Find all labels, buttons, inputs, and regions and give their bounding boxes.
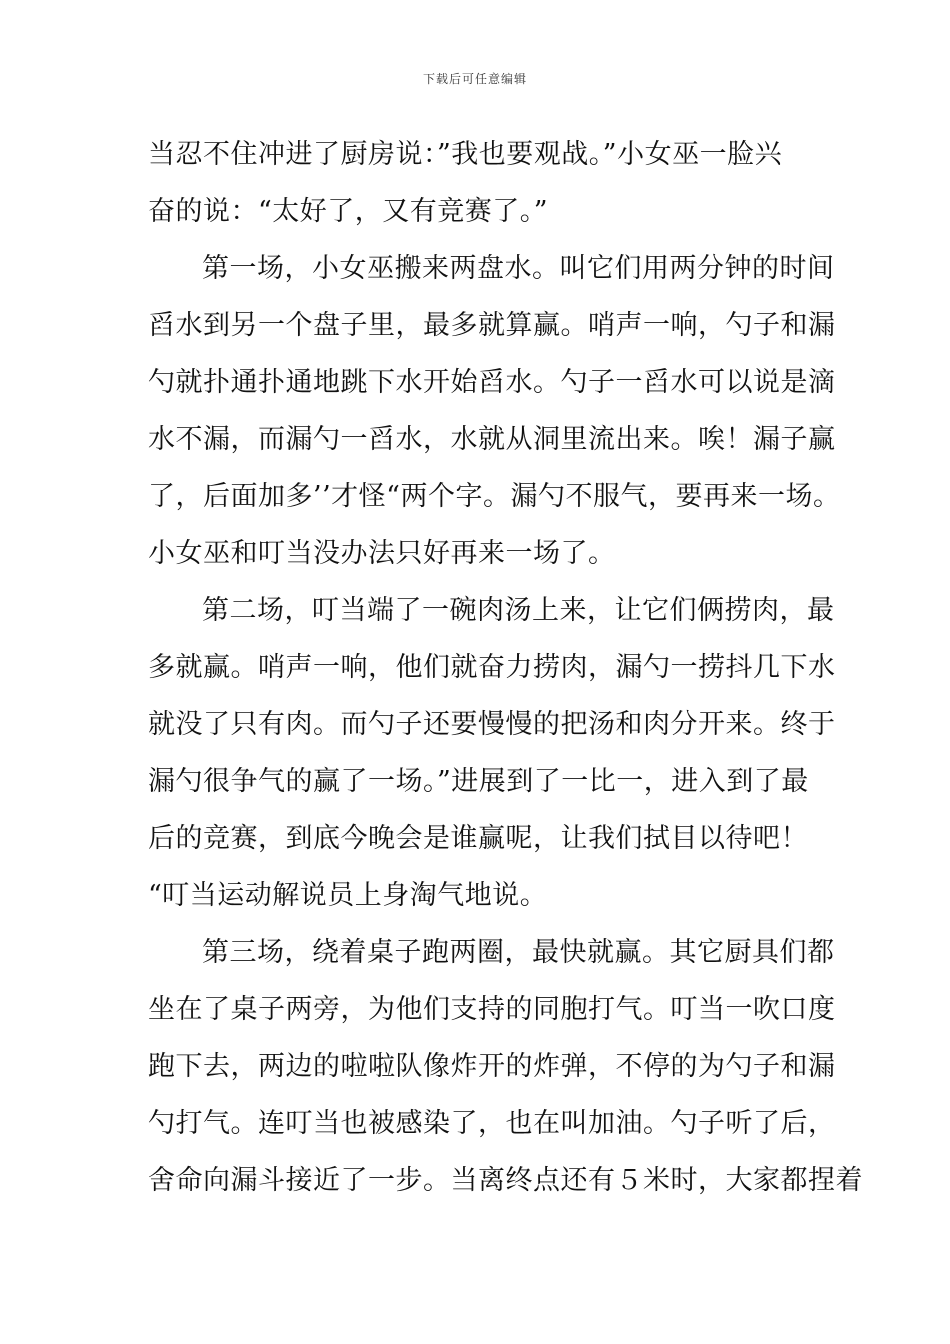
text-line: 小女巫和叮当没办法只好再来一场了。: [148, 538, 616, 569]
page-header: 下载后可任意编辑: [422, 72, 527, 86]
text-line: 勺就扑通扑通地跳下水开始舀水。勺子一舀水可以说是滴: [148, 367, 836, 398]
text-line: 勺打气。连叮当也被感染了，也在叫加油。勺子听了后，: [148, 1108, 836, 1139]
text-line: 第三场，绕着桌子跑两圈，最快就赢。其它厨具们都: [202, 937, 835, 968]
text-line: 多就赢。哨声一响，他们就奋力捞肉，漏勺一捞抖几下水: [148, 652, 836, 683]
text-line: 跑下去，两边的啦啦队像炸开的炸弹，不停的为勺子和漏: [148, 1051, 836, 1082]
text-line: 水不漏，而漏勺一舀水，水就从洞里流出来。唉！漏子赢: [148, 424, 836, 455]
text-line: 后的竞赛，到底今晚会是谁赢呢，让我们拭目以待吧！: [148, 823, 808, 854]
text-line: 漏勺很争气的赢了一场。”进展到了一比一，进入到了最: [148, 766, 809, 797]
text-line: 第二场，叮当端了一碗肉汤上来，让它们俩捞肉，最: [202, 595, 835, 626]
body-text: [148, 126, 863, 1209]
text-line: 坐在了桌子两旁，为他们支持的同胞打气。叮当一吹口度: [148, 994, 836, 1025]
text-line: 当忍不住冲进了厨房说：”我也要观战。”小女巫一脸兴: [148, 139, 783, 170]
text-line: “叮当运动解说员上身淘气地说。: [148, 880, 548, 911]
text-line: 舍命向漏斗接近了一步。当离终点还有５米时，大家都捏着: [148, 1165, 863, 1196]
text-line: 就没了只有肉。而勺子还要慢慢的把汤和肉分开来。终于: [148, 709, 836, 740]
text-line: 奋的说：“太好了，又有竞赛了。”: [148, 196, 549, 227]
text-line: 舀水到另一个盘子里，最多就算赢。哨声一响，勺子和漏: [148, 310, 836, 341]
text-line: 第一场，小女巫搬来两盘水。叫它们用两分钟的时间: [202, 253, 835, 284]
text-line: 了，后面加多’’才怪“两个字。漏勺不服气，要再来一场。: [148, 481, 841, 512]
